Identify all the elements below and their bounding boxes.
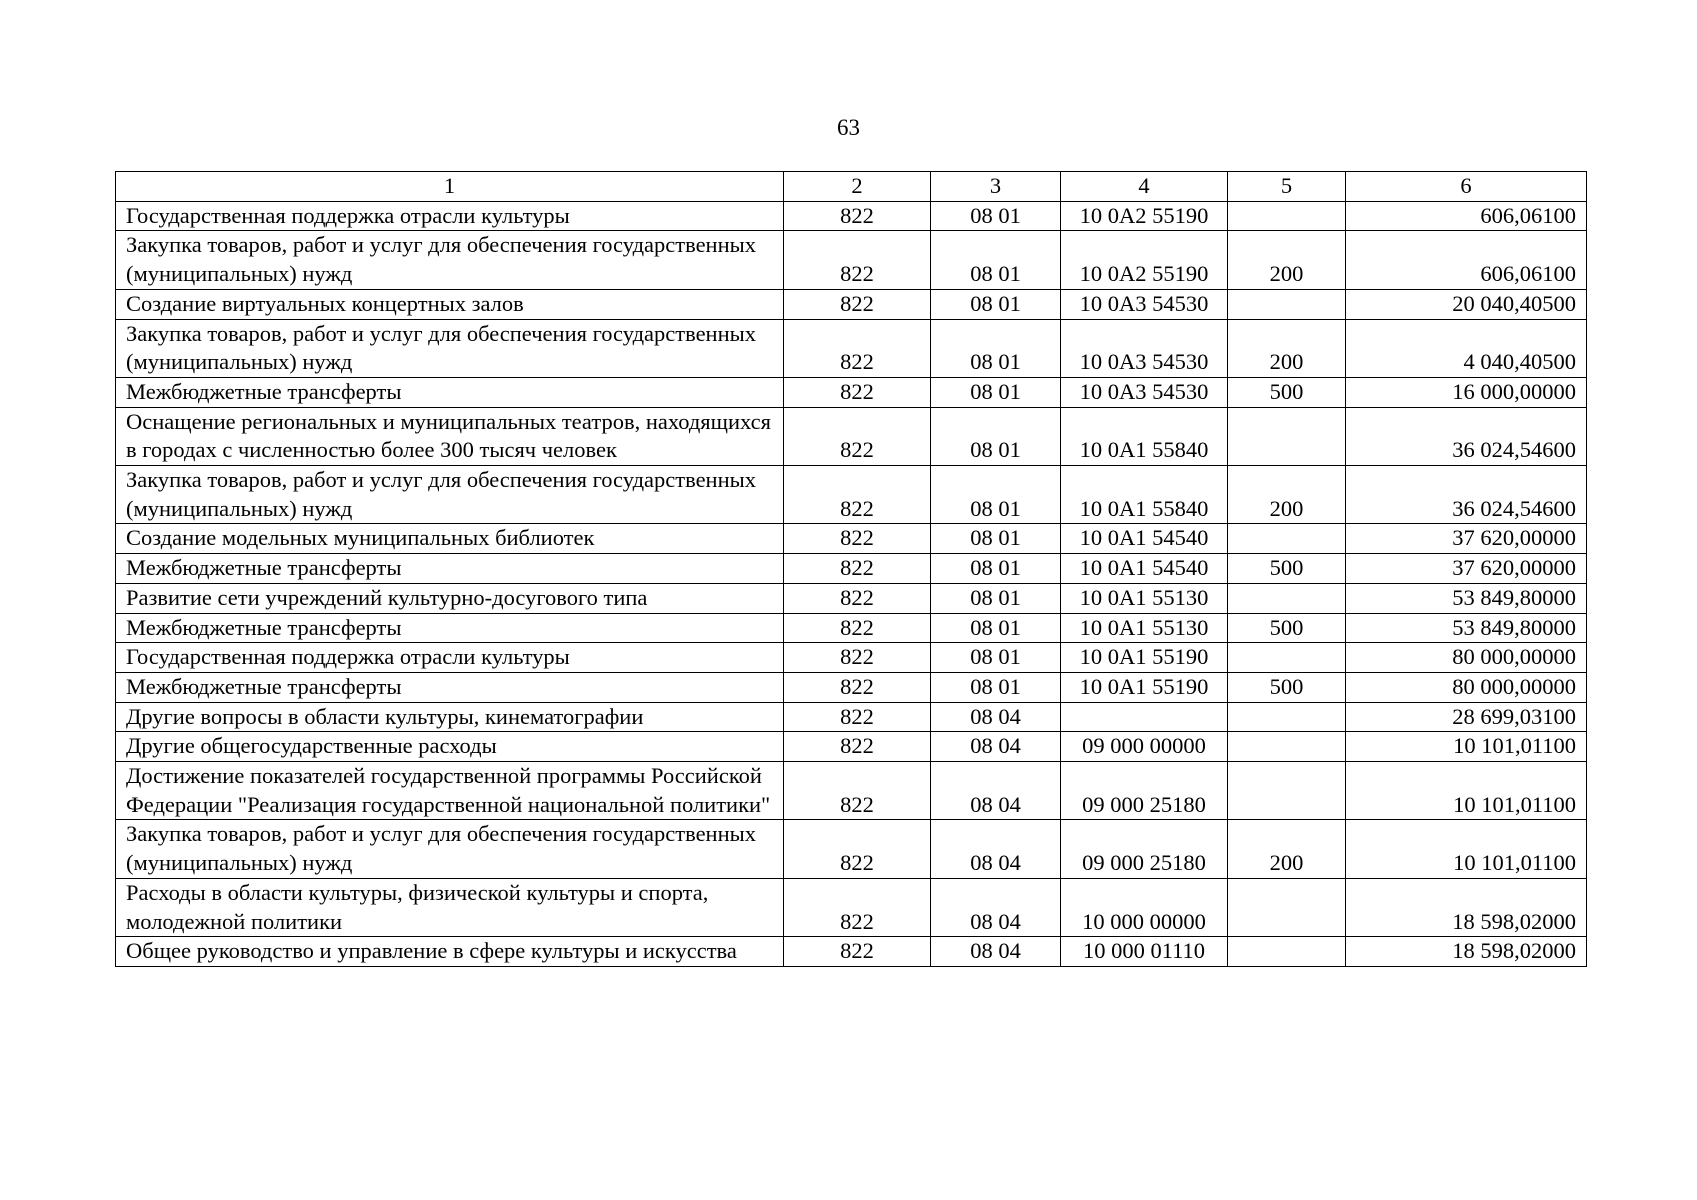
- row-section-code: 08 04: [931, 732, 1061, 762]
- row-amount: 606,06100: [1346, 231, 1587, 289]
- row-name: Создание модельных муниципальных библиотек: [116, 524, 784, 554]
- row-name: Межбюджетные трансферты: [116, 672, 784, 702]
- column-header-1: 1: [116, 172, 784, 202]
- row-name: Другие вопросы в области культуры, кинематографии: [116, 702, 784, 732]
- row-target-code: 10 0А1 55190: [1061, 643, 1228, 673]
- table-row: [116, 407, 1587, 465]
- row-type-code: [1228, 201, 1346, 231]
- row-admin-code: 822: [784, 407, 931, 465]
- row-section-code: 08 01: [931, 289, 1061, 319]
- row-amount: 37 620,00000: [1346, 524, 1587, 554]
- row-section-code: 08 01: [931, 554, 1061, 584]
- row-admin-code: 822: [784, 231, 931, 289]
- row-admin-code: 822: [784, 524, 931, 554]
- column-header-4: 4: [1061, 172, 1228, 202]
- table-row: [116, 878, 1587, 936]
- row-amount: 10 101,01100: [1346, 820, 1587, 878]
- row-section-code: 08 04: [931, 878, 1061, 936]
- table-row: [116, 319, 1587, 377]
- row-target-code: 10 000 00000: [1061, 878, 1228, 936]
- row-section-code: 08 01: [931, 672, 1061, 702]
- row-target-code: 10 0А3 54530: [1061, 289, 1228, 319]
- row-target-code: 10 0А2 55190: [1061, 201, 1228, 231]
- row-type-code: [1228, 762, 1346, 820]
- row-name: Межбюджетные трансферты: [116, 613, 784, 643]
- row-amount: 28 699,03100: [1346, 702, 1587, 732]
- row-amount: 53 849,80000: [1346, 613, 1587, 643]
- row-section-code: 08 01: [931, 643, 1061, 673]
- row-type-code: [1228, 937, 1346, 967]
- row-section-code: 08 04: [931, 762, 1061, 820]
- column-header-2: 2: [784, 172, 931, 202]
- row-type-code: 200: [1228, 231, 1346, 289]
- table-row: [116, 466, 1587, 524]
- table-row: [116, 937, 1587, 967]
- row-name: Достижение показателей государственной программы Российской Федерации "Реализация государственной национальной политики": [116, 762, 784, 820]
- row-amount: 80 000,00000: [1346, 643, 1587, 673]
- row-type-code: 200: [1228, 466, 1346, 524]
- row-target-code: [1061, 702, 1228, 732]
- column-header-5: 5: [1228, 172, 1346, 202]
- row-admin-code: 822: [784, 319, 931, 377]
- budget-table: [115, 171, 1587, 967]
- row-name: Создание виртуальных концертных залов: [116, 289, 784, 319]
- row-target-code: 10 000 01110: [1061, 937, 1228, 967]
- row-admin-code: 822: [784, 613, 931, 643]
- column-header-6: 6: [1346, 172, 1587, 202]
- row-admin-code: 822: [784, 762, 931, 820]
- row-name: Оснащение региональных и муниципальных театров, находящихся в городах с численностью более 300 тысяч человек: [116, 407, 784, 465]
- row-admin-code: 822: [784, 643, 931, 673]
- table-row: [116, 524, 1587, 554]
- row-section-code: 08 04: [931, 702, 1061, 732]
- row-section-code: 08 01: [931, 583, 1061, 613]
- row-target-code: 10 0А1 54540: [1061, 554, 1228, 584]
- row-amount: 10 101,01100: [1346, 732, 1587, 762]
- header-row: [116, 172, 1587, 202]
- row-target-code: 10 0А1 55840: [1061, 407, 1228, 465]
- row-amount: 53 849,80000: [1346, 583, 1587, 613]
- row-name: Межбюджетные трансферты: [116, 554, 784, 584]
- row-name: Закупка товаров, работ и услуг для обеспечения государственных (муниципальных) нужд: [116, 820, 784, 878]
- row-type-code: [1228, 643, 1346, 673]
- row-type-code: 200: [1228, 820, 1346, 878]
- row-admin-code: 822: [784, 554, 931, 584]
- row-target-code: 10 0А1 55130: [1061, 613, 1228, 643]
- table-row: [116, 643, 1587, 673]
- table-row: [116, 702, 1587, 732]
- table-row: [116, 377, 1587, 407]
- row-section-code: 08 01: [931, 613, 1061, 643]
- row-admin-code: 822: [784, 937, 931, 967]
- row-name: Закупка товаров, работ и услуг для обеспечения государственных (муниципальных) нужд: [116, 231, 784, 289]
- row-admin-code: 822: [784, 878, 931, 936]
- row-section-code: 08 01: [931, 231, 1061, 289]
- row-name: Закупка товаров, работ и услуг для обеспечения государственных (муниципальных) нужд: [116, 319, 784, 377]
- page-number: 63: [837, 115, 860, 140]
- row-admin-code: 822: [784, 201, 931, 231]
- row-target-code: 10 0А2 55190: [1061, 231, 1228, 289]
- row-target-code: 10 0А1 55840: [1061, 466, 1228, 524]
- row-amount: 606,06100: [1346, 201, 1587, 231]
- row-section-code: 08 01: [931, 377, 1061, 407]
- row-admin-code: 822: [784, 377, 931, 407]
- row-type-code: [1228, 878, 1346, 936]
- table-row: [116, 289, 1587, 319]
- row-amount: 16 000,00000: [1346, 377, 1587, 407]
- row-target-code: 09 000 25180: [1061, 820, 1228, 878]
- table-row: [116, 613, 1587, 643]
- row-type-code: 500: [1228, 613, 1346, 643]
- row-amount: 10 101,01100: [1346, 762, 1587, 820]
- row-name: Государственная поддержка отрасли культуры: [116, 201, 784, 231]
- table-row: [116, 762, 1587, 820]
- row-section-code: 08 01: [931, 201, 1061, 231]
- row-type-code: 500: [1228, 554, 1346, 584]
- row-target-code: 10 0А1 55130: [1061, 583, 1228, 613]
- row-section-code: 08 01: [931, 466, 1061, 524]
- row-target-code: 09 000 00000: [1061, 732, 1228, 762]
- row-section-code: 08 04: [931, 937, 1061, 967]
- table-row: [116, 554, 1587, 584]
- table-row: [116, 820, 1587, 878]
- row-amount: 80 000,00000: [1346, 672, 1587, 702]
- row-type-code: [1228, 289, 1346, 319]
- row-target-code: 10 0А3 54530: [1061, 377, 1228, 407]
- row-amount: 20 040,40500: [1346, 289, 1587, 319]
- row-admin-code: 822: [784, 289, 931, 319]
- row-amount: 37 620,00000: [1346, 554, 1587, 584]
- row-name: Другие общегосударственные расходы: [116, 732, 784, 762]
- row-type-code: [1228, 702, 1346, 732]
- row-type-code: 200: [1228, 319, 1346, 377]
- row-admin-code: 822: [784, 820, 931, 878]
- row-name: Общее руководство и управление в сфере культуры и искусства: [116, 937, 784, 967]
- row-type-code: [1228, 524, 1346, 554]
- row-name: Межбюджетные трансферты: [116, 377, 784, 407]
- row-amount: 18 598,02000: [1346, 937, 1587, 967]
- row-name: Расходы в области культуры, физической культуры и спорта, молодежной политики: [116, 878, 784, 936]
- row-type-code: [1228, 583, 1346, 613]
- row-section-code: 08 01: [931, 524, 1061, 554]
- row-amount: 36 024,54600: [1346, 466, 1587, 524]
- row-admin-code: 822: [784, 672, 931, 702]
- row-target-code: 10 0А1 54540: [1061, 524, 1228, 554]
- row-section-code: 08 01: [931, 319, 1061, 377]
- table-row: [116, 732, 1587, 762]
- table-row: [116, 672, 1587, 702]
- row-type-code: [1228, 732, 1346, 762]
- row-name: Закупка товаров, работ и услуг для обеспечения государственных (муниципальных) нужд: [116, 466, 784, 524]
- row-admin-code: 822: [784, 702, 931, 732]
- row-admin-code: 822: [784, 583, 931, 613]
- row-amount: 4 040,40500: [1346, 319, 1587, 377]
- row-section-code: 08 04: [931, 820, 1061, 878]
- table-row: [116, 231, 1587, 289]
- row-name: Государственная поддержка отрасли культуры: [116, 643, 784, 673]
- row-type-code: 500: [1228, 377, 1346, 407]
- column-header-3: 3: [931, 172, 1061, 202]
- row-type-code: [1228, 407, 1346, 465]
- row-target-code: 10 0А3 54530: [1061, 319, 1228, 377]
- row-amount: 18 598,02000: [1346, 878, 1587, 936]
- row-type-code: 500: [1228, 672, 1346, 702]
- row-amount: 36 024,54600: [1346, 407, 1587, 465]
- row-target-code: 09 000 25180: [1061, 762, 1228, 820]
- table-row: [116, 201, 1587, 231]
- row-section-code: 08 01: [931, 407, 1061, 465]
- row-admin-code: 822: [784, 732, 931, 762]
- row-target-code: 10 0А1 55190: [1061, 672, 1228, 702]
- row-admin-code: 822: [784, 466, 931, 524]
- row-name: Развитие сети учреждений культурно-досугового типа: [116, 583, 784, 613]
- table-row: [116, 583, 1587, 613]
